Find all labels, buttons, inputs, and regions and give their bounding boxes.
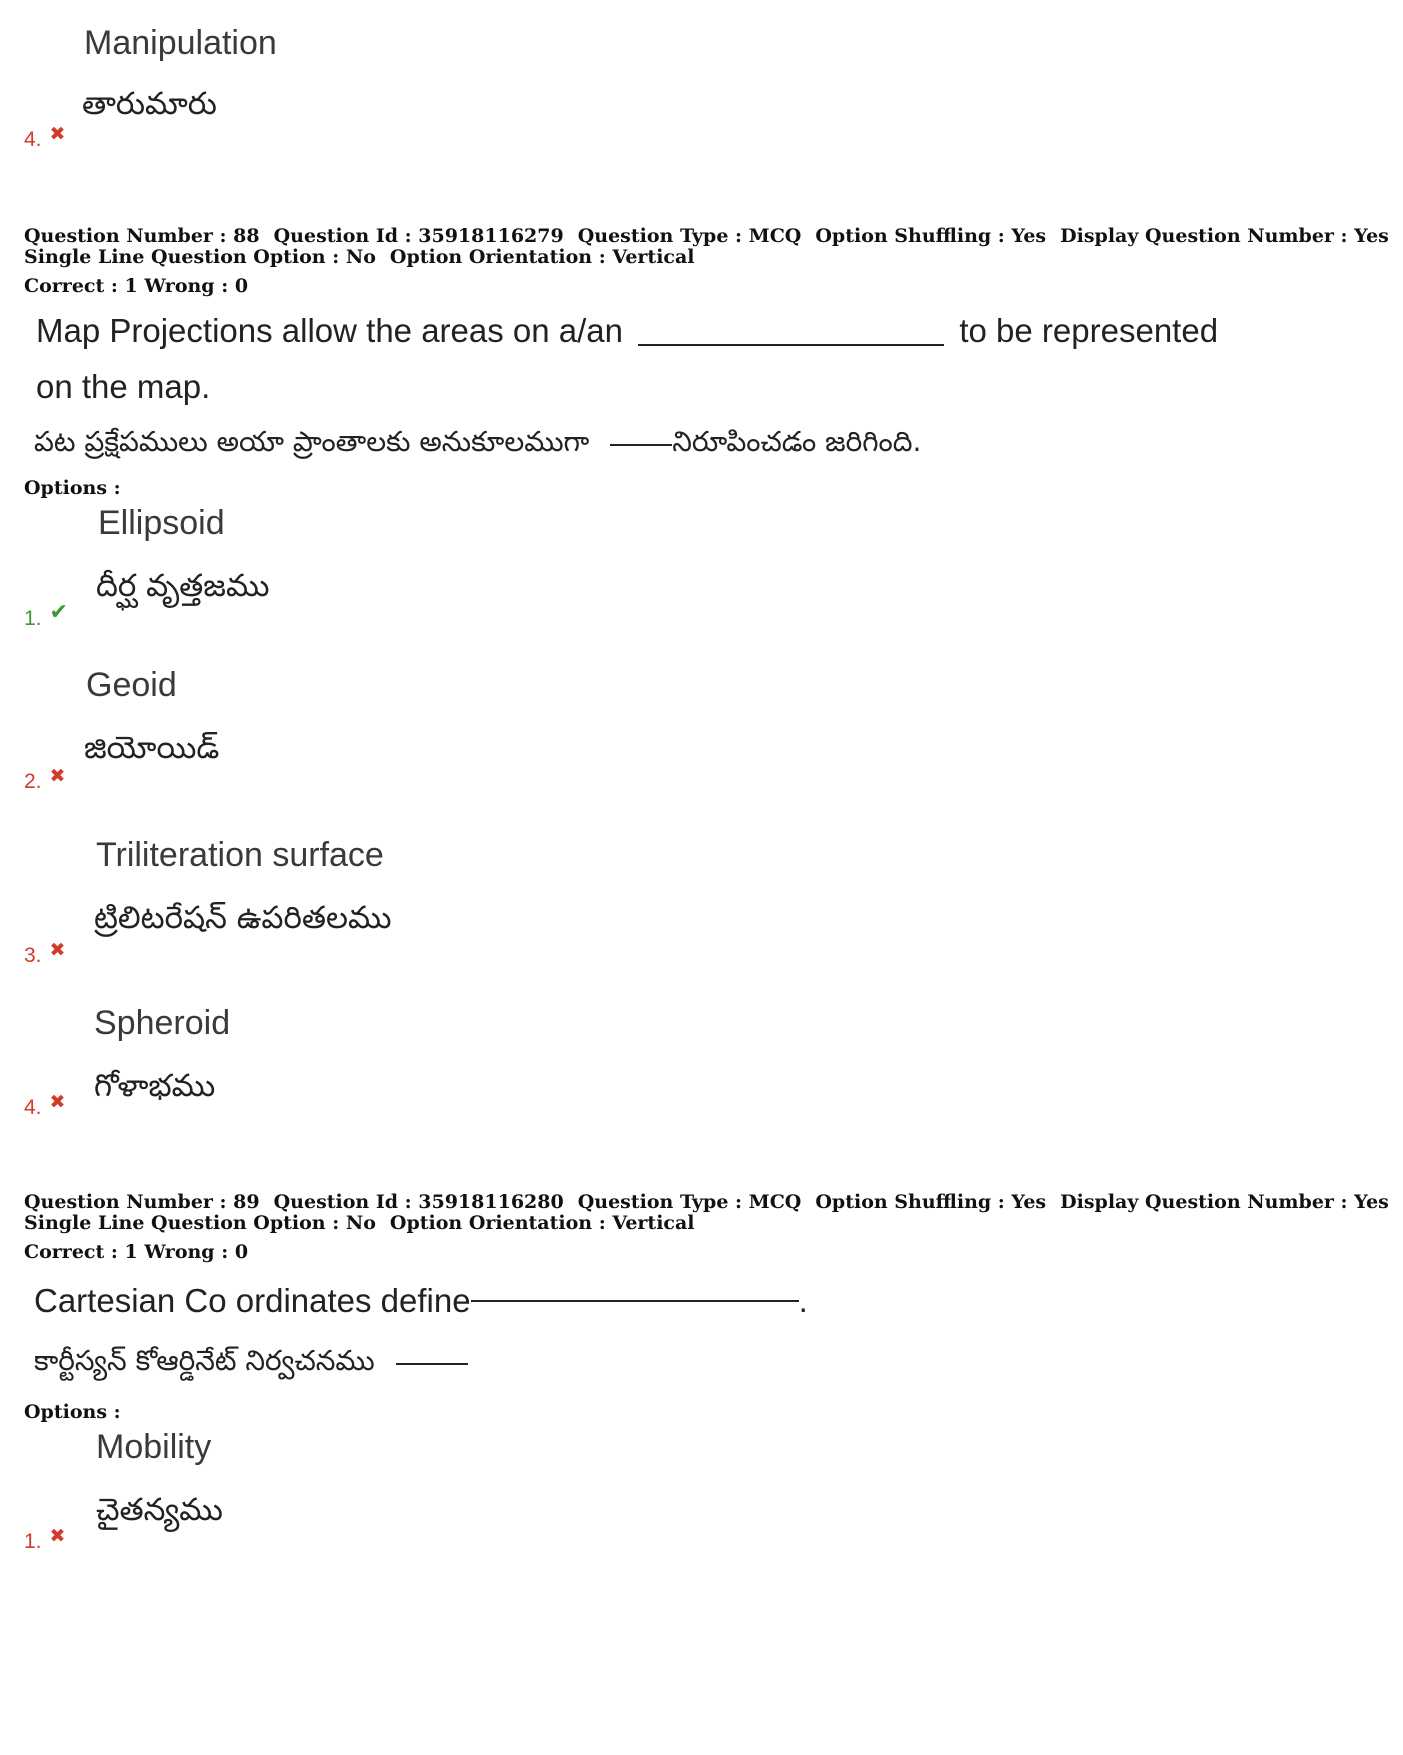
option-marker [24,1525,66,1554]
cross-icon: ✖ [49,123,66,145]
option-text-en: Mobility [96,1428,212,1466]
option-orientation: Option Orientation : Vertical [389,246,695,268]
question-text: Cartesian Co ordinates define [34,1282,471,1319]
question-type: Question Type : MCQ [577,1191,802,1213]
question-text-end: . [798,1282,808,1319]
option-text-en: Ellipsoid [98,504,225,542]
question-type: Question Type : MCQ [577,225,802,247]
question-number: Question Number : 88 [24,225,260,247]
question-meta-line1 [24,1192,1403,1213]
option-number: 1. [24,607,42,630]
option-text-en: Spheroid [94,1004,231,1042]
option-shuffling: Option Shuffling : Yes [815,1191,1047,1213]
cross-icon: ✖ [49,1525,66,1547]
question-text-part2: to be represented [959,312,1219,349]
question-marks: Correct : 1 Wrong : 0 [24,1241,249,1263]
question-meta-line2 [24,247,709,268]
cross-icon: ✖ [49,1091,66,1113]
option-text-te: జియోయిడ్ [84,730,220,766]
option-marker [24,1091,66,1120]
question-text-en-line2: on the map. [36,368,211,405]
options-label: Options : [24,1401,121,1423]
option-text-te: దీర్ఘ వృత్తజము [96,568,270,604]
question-text-te-part1: కార్టీస్యన్ కోఆర్డినేట్ నిర్వచనము [34,1344,375,1377]
question-text-te-part2: నిరూపించడం జరిగింది. [672,425,922,458]
option-text-en: Triliteration surface [96,836,384,874]
question-text-te [34,1344,468,1384]
option-marker [24,939,66,968]
question-meta-line2 [24,1213,709,1234]
question-text-te [34,425,921,465]
option-number: 3. [24,944,42,967]
option-text-te: గోళాభము [94,1068,216,1104]
answer-blank-te [396,1363,468,1365]
question-number: Question Number : 89 [24,1191,260,1213]
option-number: 4. [24,1096,42,1119]
option-text-en: Manipulation [84,24,277,62]
option-shuffling: Option Shuffling : Yes [815,225,1047,247]
option-number: 2. [24,770,42,793]
single-line-option: Single Line Question Option : No [24,246,376,268]
question-marks: Correct : 1 Wrong : 0 [24,275,249,297]
answer-blank-te [610,444,672,446]
answer-blank [471,1300,799,1302]
question-meta-line1 [24,226,1403,247]
option-number: 1. [24,1530,42,1553]
option-number: 4. [24,128,42,151]
single-line-option: Single Line Question Option : No [24,1212,376,1234]
option-text-te: ట్రిలిటరేషన్ ఉపరితలము [94,900,392,936]
option-text-te: తారుమారు [82,86,217,122]
option-orientation: Option Orientation : Vertical [389,1212,695,1234]
option-text-te: చైతన్యము [96,1492,223,1528]
question-id: Question Id : 35918116279 [273,225,564,247]
question-text-en [34,1282,808,1320]
option-marker [24,765,66,794]
question-id: Question Id : 35918116280 [273,1191,564,1213]
question-text-te-part1: పట ప్రక్షేపములు అయా ప్రాంతాలకు అనుకూలముగా [34,425,590,458]
option-marker [24,600,68,631]
question-text-en [36,312,1218,350]
display-question-number: Display Question Number : Yes [1060,225,1389,247]
check-icon: ✔ [49,600,68,625]
answer-blank [638,344,944,346]
option-marker [24,123,66,152]
cross-icon: ✖ [49,765,66,787]
cross-icon: ✖ [49,939,66,961]
question-text-part1: Map Projections allow the areas on a/an [36,312,624,349]
display-question-number: Display Question Number : Yes [1060,1191,1389,1213]
option-text-en: Geoid [86,666,177,704]
options-label: Options : [24,477,121,499]
